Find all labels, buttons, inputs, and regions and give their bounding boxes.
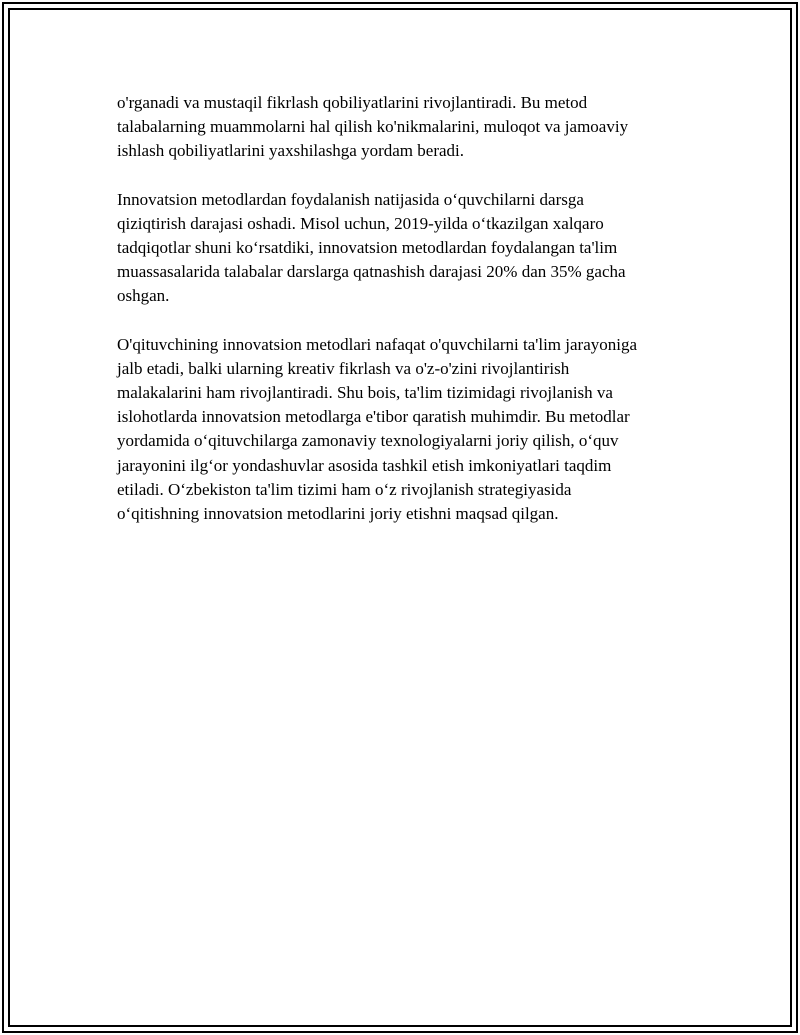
- text-line: talabalarning muammolarni hal qilish ko'nikmalarini, muloqot va jamoaviy: [117, 117, 629, 137]
- text-line: jalb etadi, balki ularning kreativ fikrlash va o'z-o'zini rivojlantirish: [117, 358, 570, 378]
- paragraph-2: [117, 188, 697, 309]
- text-line: malakalarini ham rivojlantiradi. Shu bois, ta'lim tizimidagi rivojlanish va: [117, 383, 613, 403]
- text-line: islohotlarda innovatsion metodlarga e'tibor qaratish muhimdir. Bu metodlar: [117, 407, 630, 427]
- text-line: Innovatsion metodlardan foydalanish natijasida o‘quvchilarni darsga: [117, 189, 584, 209]
- text-line: tadqiqotlar shuni ko‘rsatdiki, innovatsion metodlardan foydalangan ta'lim: [117, 238, 618, 258]
- text-line: oshgan.: [117, 286, 170, 306]
- text-line: muassasalarida talabalar darslarga qatnashish darajasi 20% dan 35% gacha: [117, 262, 626, 282]
- paragraph-3: [117, 333, 697, 527]
- text-line: ishlash qobiliyatlarini yaxshilashga yordam beradi.: [117, 141, 465, 161]
- text-line: etiladi. O‘zbekiston ta'lim tizimi ham o‘z rivojlanish strategiyasida: [117, 479, 572, 499]
- document-body: [117, 91, 697, 550]
- text-line: qiziqtirish darajasi oshadi. Misol uchun, 2019-yilda o‘tkazilgan xalqaro: [117, 213, 604, 233]
- text-line: o'rganadi va mustaqil fikrlash qobiliyatlarini rivojlantiradi. Bu metod: [117, 93, 588, 112]
- text-line: jarayonini ilg‘or yondashuvlar asosida tashkil etish imkoniyatlari taqdim: [117, 455, 612, 475]
- paragraph-1: [117, 91, 697, 164]
- text-line: yordamida o‘qituvchilarga zamonaviy texnologiyalarni joriy qilish, o‘quv: [117, 431, 619, 451]
- text-line: O'qituvchining innovatsion metodlari nafaqat o'quvchilarni ta'lim jarayoniga: [117, 334, 638, 354]
- text-line: o‘qitishning innovatsion metodlarini joriy etishni maqsad qilgan.: [117, 504, 559, 524]
